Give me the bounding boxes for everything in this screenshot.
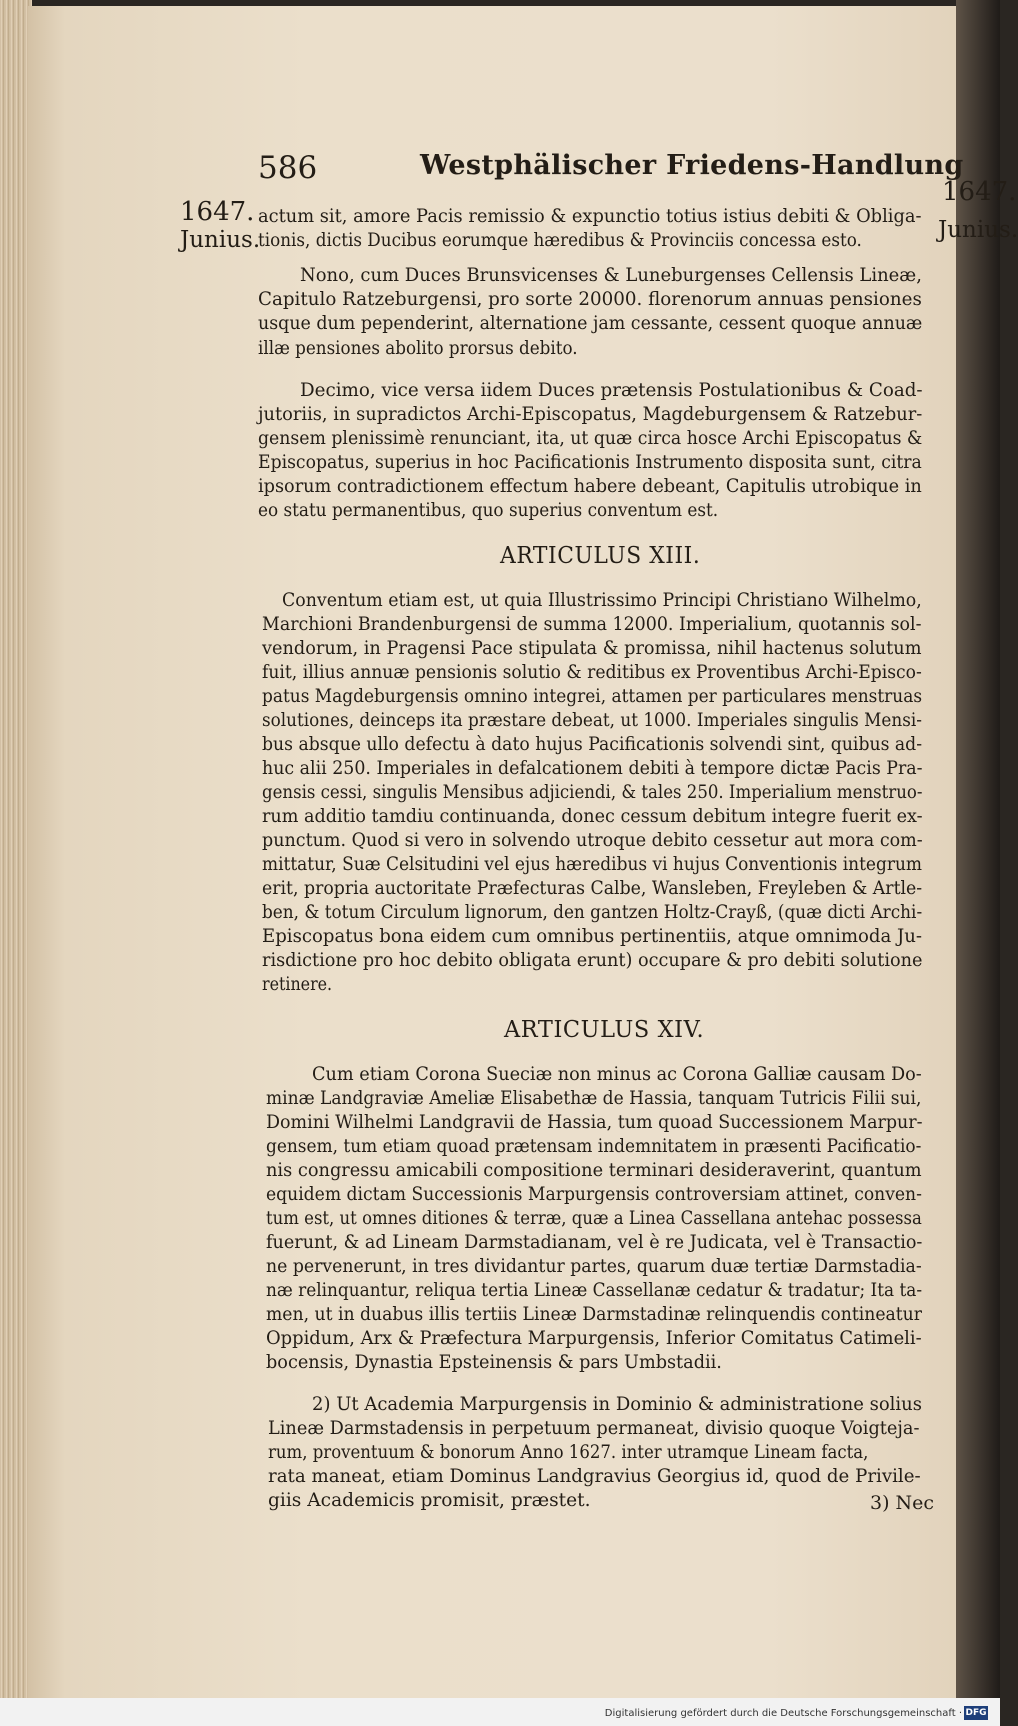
footer-credit: Digitalisierung gefördert durch die Deutsche Forschungsgemeinschaft · xyxy=(604,1708,962,1719)
text-line: Episcopatus, superius in hoc Pacificationis Instrumento disposita sunt, citra xyxy=(258,452,922,473)
text-line: gensem plenissimè renunciant, ita, ut quæ circa hosce Archi Episcopatus & xyxy=(258,428,923,449)
text-line: solutiones, deinceps ita præstare debeat, ut 1000. Imperiales singulis Mensi- xyxy=(262,710,922,731)
text-line: ne pervenerunt, in tres dividantur partes, quarum duæ tertiæ Darmstadia- xyxy=(266,1256,922,1277)
margin-note-left-year: 1647. xyxy=(180,197,255,227)
text-line: actum sit, amore Pacis remissio & expunctio totius istius debiti & Obliga- xyxy=(258,206,922,227)
binding-shadow xyxy=(956,0,1000,1726)
text-line: nis congressu amicabili compositione terminari desideraverint, quantum xyxy=(266,1160,922,1181)
paragraph-decimo: Decimo, vice versa iidem Duces prætensis Postulationibus & Coad- xyxy=(300,380,923,401)
text-line: tum est, ut omnes ditiones & terræ, quæ a Linea Cassellana antehac possessa xyxy=(266,1208,922,1229)
text-line: ben, & totum Circulum lignorum, den gantzen Holtz-Crayß, (quæ dicti Archi- xyxy=(262,902,923,923)
text-line: vendorum, in Pragensi Pace stipulata & promissa, nihil hactenus solutum xyxy=(262,638,922,659)
text-line: rata maneat, etiam Dominus Landgravius Georgius id, quod de Privile- xyxy=(268,1466,921,1487)
running-title: Westphälischer Friedens-Handlung xyxy=(420,150,964,181)
text-line: mittatur, Suæ Celsitudini vel ejus hæredibus vi hujus Conventionis integrum xyxy=(262,854,922,875)
text-line: bocensis, Dynastia Epsteinensis & pars Umbstadii. xyxy=(266,1352,722,1373)
text-line: ipsorum contradictionem effectum habere debeant, Capitulis utrobique in xyxy=(258,476,922,497)
text-line: illæ pensiones abolito prorsus debito. xyxy=(258,338,578,359)
text-line: rum additio tamdiu continuanda, donec cessum debitum integre fuerit ex- xyxy=(262,806,923,827)
text-line: eo statu permanentibus, quo superius conventum est. xyxy=(258,500,719,521)
text-line: rum, proventuum & bonorum Anno 1627. inter utramque Lineam facta, xyxy=(268,1442,869,1463)
text-line: minæ Landgraviæ Ameliæ Elisabethæ de Hassia, tanquam Tutricis Filii sui, xyxy=(266,1088,922,1109)
text-line: gensis cessi, singulis Mensibus adjiciendi, & tales 250. Imperialium menstruo- xyxy=(262,782,923,803)
text-line: risdictione pro hoc debito obligata erunt) occupare & pro debiti solutione xyxy=(262,950,923,971)
text-line: bus absque ullo defectu à dato hujus Pacificationis solvendi sint, quibus ad- xyxy=(262,734,923,755)
paragraph-article-xiv: Cum etiam Corona Sueciæ non minus ac Corona Galliæ causam Do- xyxy=(312,1064,922,1085)
text-line: næ relinquantur, reliqua tertia Lineæ Cassellanæ cedatur & tradatur; Ita ta- xyxy=(266,1280,923,1301)
heading-articulus-xiv: ARTICULUS XIV. xyxy=(504,1017,705,1043)
text-line: punctum. Quod si vero in solvendo utroque debito cessetur aut mora com- xyxy=(262,830,923,851)
text-line: patus Magdeburgensis omnino integrei, attamen per particulares menstruas xyxy=(262,686,923,707)
text-line: jutoriis, in supradictos Archi-Episcopatus, Magdeburgensem & Ratzebur- xyxy=(258,404,923,425)
text-line: usque dum pependerint, alternatione jam cessante, cessent quoque annuæ xyxy=(258,313,923,334)
catchword: 3) Nec xyxy=(870,1492,935,1514)
text-line: Oppidum, Arx & Præfectura Marpurgensis, Inferior Comitatus Catimeli- xyxy=(266,1328,922,1349)
paragraph-article-xiii: Conventum etiam est, ut quia Illustrissimo Principi Christiano Wilhelmo, xyxy=(282,590,922,611)
text-line: huc alii 250. Imperiales in defalcationem debiti à tempore dictæ Pacis Pra- xyxy=(262,758,923,779)
margin-note-left-month: Junius. xyxy=(180,227,261,253)
text-line: men, ut in duabus illis tertiis Lineæ Darmstadinæ relinquendis contineatur xyxy=(266,1304,922,1325)
text-line: fuerunt, & ad Lineam Darmstadianam, vel è re Judicata, vel è Transactio- xyxy=(266,1232,923,1253)
paragraph-nono: Nono, cum Duces Brunsvicenses & Luneburgenses Cellensis Lineæ, xyxy=(300,265,922,286)
text-line: erit, propria auctoritate Præfecturas Calbe, Wansleben, Freyleben & Artle- xyxy=(262,878,923,899)
text-line: Episcopatus bona eidem cum omnibus pertinentiis, atque omnimoda Ju- xyxy=(262,926,923,947)
text-line: Domini Wilhelmi Landgravii de Hassia, tum quoad Successionem Marpur- xyxy=(266,1112,923,1133)
dfg-logo: DFG xyxy=(965,1708,987,1718)
text-line: equidem dictam Successionis Marpurgensis controversiam attinet, conven- xyxy=(266,1184,922,1205)
heading-articulus-xiii: ARTICULUS XIII. xyxy=(500,543,701,569)
text-line: retinere. xyxy=(262,974,333,995)
text-line: Lineæ Darmstadensis in perpetuum permaneat, divisio quoque Voigteja- xyxy=(268,1418,920,1439)
text-line: Capitulo Ratzeburgensi, pro sorte 20000. florenorum annuas pensiones xyxy=(258,289,922,310)
text-line: fuit, illius annuæ pensionis solutio & reditibus ex Proventibus Archi-Episco- xyxy=(262,662,922,683)
paragraph-item-2: 2) Ut Academia Marpurgensis in Dominio & administratione solius xyxy=(312,1394,923,1415)
text-line: tionis, dictis Ducibus eorumque hæredibus & Provinciis concessa esto. xyxy=(258,230,862,251)
margin-note-right-month: Junius. xyxy=(938,217,1018,243)
text-line: Marchioni Brandenburgensi de summa 12000. Imperialium, quotannis sol- xyxy=(262,614,922,635)
text-line: gensem, tum etiam quoad prætensam indemnitatem in præsenti Pacificatio- xyxy=(266,1136,922,1157)
text-line: giis Academicis promisit, præstet. xyxy=(268,1490,591,1511)
margin-note-right-year: 1647. xyxy=(942,177,1017,207)
page-number: 586 xyxy=(258,150,318,186)
